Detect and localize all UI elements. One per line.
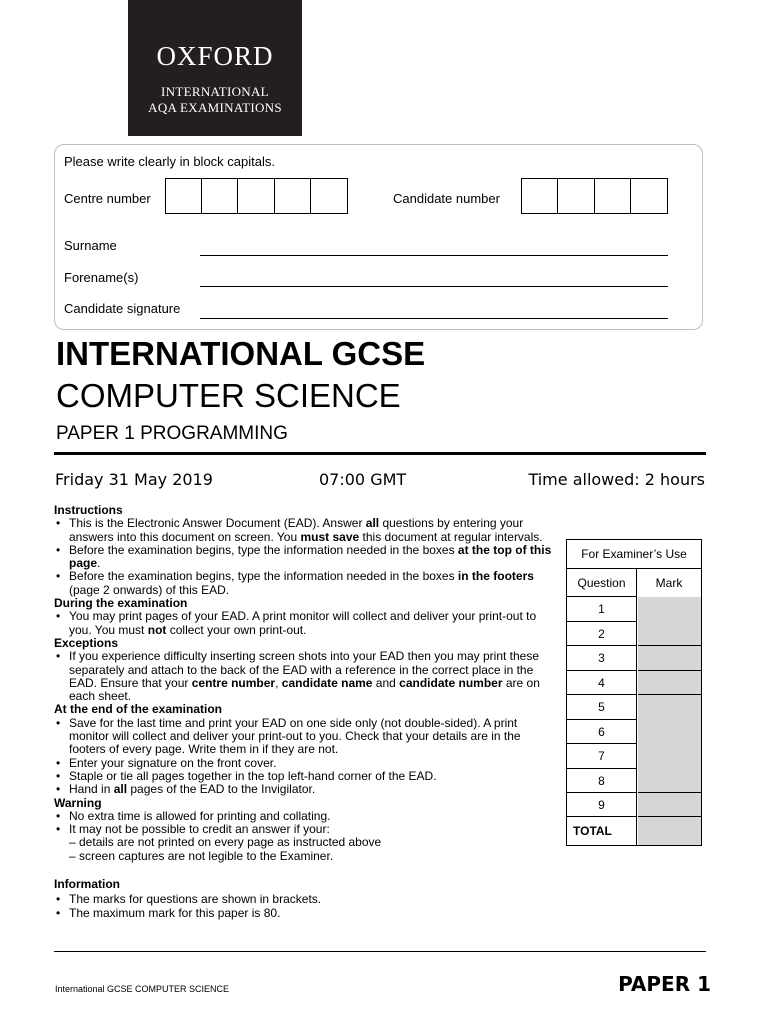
block-capitals-note: Please write clearly in block capitals. — [64, 154, 275, 169]
time-allowed: Time allowed: 2 hours — [528, 470, 705, 489]
list-item: • The maximum mark for this paper is 80. — [54, 907, 554, 920]
instructions-heading: Instructions — [54, 503, 123, 517]
question-number: 5 — [567, 695, 637, 720]
question-number: 6 — [567, 720, 637, 744]
exam-date: Friday 31 May 2019 — [55, 470, 213, 489]
centre-digit-box[interactable] — [238, 179, 274, 213]
question-column-header: Question — [567, 569, 637, 597]
signature-field[interactable] — [200, 318, 668, 319]
examiners-use-title: For Examiner’s Use — [567, 540, 701, 569]
question-number: 1 — [567, 597, 637, 622]
candidate-digit-box[interactable] — [595, 179, 631, 213]
list-item: • Save for the last time and print your EAD on one side only (not double-sided). A print monitor will collect and deliver your print-out to you. Check that your details are in the footers of every page. Write them in if they are not. — [54, 717, 554, 757]
footer-divider — [54, 951, 706, 952]
centre-digit-box[interactable] — [202, 179, 238, 213]
question-number: 4 — [567, 671, 637, 695]
list-item: • If you experience difficulty inserting screen shots into your EAD then you may print these separately and attach to the back of the EAD with a reference in the correct place in the EAD. Ensure that your centre number, candidate name and candidate number are on each sheet. — [54, 650, 554, 703]
centre-number-field[interactable] — [165, 178, 348, 214]
end-of-exam-heading: At the end of the examination — [54, 702, 223, 717]
title-divider — [54, 452, 706, 455]
list-subitem: – screen captures are not legible to the Examiner. — [69, 848, 334, 863]
instructions-panel — [54, 504, 554, 920]
logo-brand: OXFORD — [156, 41, 274, 71]
question-number: 2 — [567, 622, 637, 646]
oxford-aqa-logo — [128, 0, 302, 136]
centre-digit-box[interactable] — [275, 179, 311, 213]
qualification-title: INTERNATIONAL GCSE — [56, 335, 426, 372]
total-mark-cell — [638, 817, 701, 845]
list-item: • This is the Electronic Answer Document (EAD). Answer all questions by entering your answers into this document on screen. You must save this document at regular intervals. — [54, 517, 554, 544]
list-item: • Before the examination begins, type the information needed in the boxes at the top of this page. — [54, 544, 554, 571]
total-label: TOTAL — [567, 817, 637, 845]
list-item: • Staple or tie all pages together in the top left-hand corner of the EAD. — [54, 770, 554, 783]
question-number: 9 — [567, 793, 637, 817]
list-item: • It may not be possible to credit an answer if your: — [54, 823, 554, 836]
subject-title: COMPUTER SCIENCE — [56, 377, 401, 414]
candidate-number-field[interactable] — [521, 178, 668, 214]
list-item: • The marks for questions are shown in brackets. — [54, 893, 554, 906]
signature-label: Candidate signature — [64, 301, 181, 316]
forenames-field[interactable] — [200, 286, 668, 287]
question-number: 7 — [567, 744, 637, 769]
mark-cell — [638, 646, 701, 671]
exam-time: 07:00 GMT — [319, 470, 407, 489]
list-item: • You may print pages of your EAD. A print monitor will collect and deliver your print-out to you. You must not collect your own print-out. — [54, 610, 554, 637]
list-item: • Enter your signature on the front cover. — [54, 757, 554, 770]
footer-subject: International GCSE COMPUTER SCIENCE — [55, 984, 230, 994]
logo-subtitle — [128, 84, 302, 116]
candidate-digit-box[interactable] — [558, 179, 594, 213]
logo-line-2: AQA EXAMINATIONS — [148, 100, 282, 115]
list-item: • Hand in all pages of the EAD to the Invigilator. — [54, 783, 554, 796]
list-item: • Before the examination begins, type the information needed in the boxes in the footers (page 2 onwards) of this EAD. — [54, 570, 554, 597]
candidate-digit-box[interactable] — [522, 179, 558, 213]
examiners-use-table — [566, 539, 702, 846]
warning-heading: Warning — [54, 795, 102, 810]
centre-number-label: Centre number — [64, 191, 151, 206]
centre-digit-box[interactable] — [311, 179, 347, 213]
mark-column-header: Mark — [655, 576, 683, 590]
mark-cell — [638, 793, 701, 817]
list-subitem: – details are not printed on every page as instructed above — [69, 835, 382, 850]
during-exam-heading: During the examination — [54, 596, 188, 611]
mark-cell — [638, 695, 701, 793]
footer-paper: PAPER 1 — [618, 972, 711, 996]
candidate-digit-box[interactable] — [631, 179, 667, 213]
question-number: 3 — [567, 646, 637, 671]
surname-label: Surname — [64, 238, 117, 253]
centre-digit-box[interactable] — [166, 179, 202, 213]
forenames-label: Forename(s) — [64, 270, 139, 285]
mark-cell — [638, 597, 701, 646]
paper-title: PAPER 1 PROGRAMMING — [56, 423, 288, 444]
list-item: • No extra time is allowed for printing and collating. — [54, 810, 554, 823]
information-heading: Information — [54, 877, 120, 892]
exceptions-heading: Exceptions — [54, 635, 119, 650]
question-number: 8 — [567, 769, 637, 793]
surname-field[interactable] — [200, 255, 668, 256]
candidate-number-label: Candidate number — [393, 191, 500, 206]
mark-cell — [638, 671, 701, 695]
logo-line-1: INTERNATIONAL — [161, 84, 269, 99]
